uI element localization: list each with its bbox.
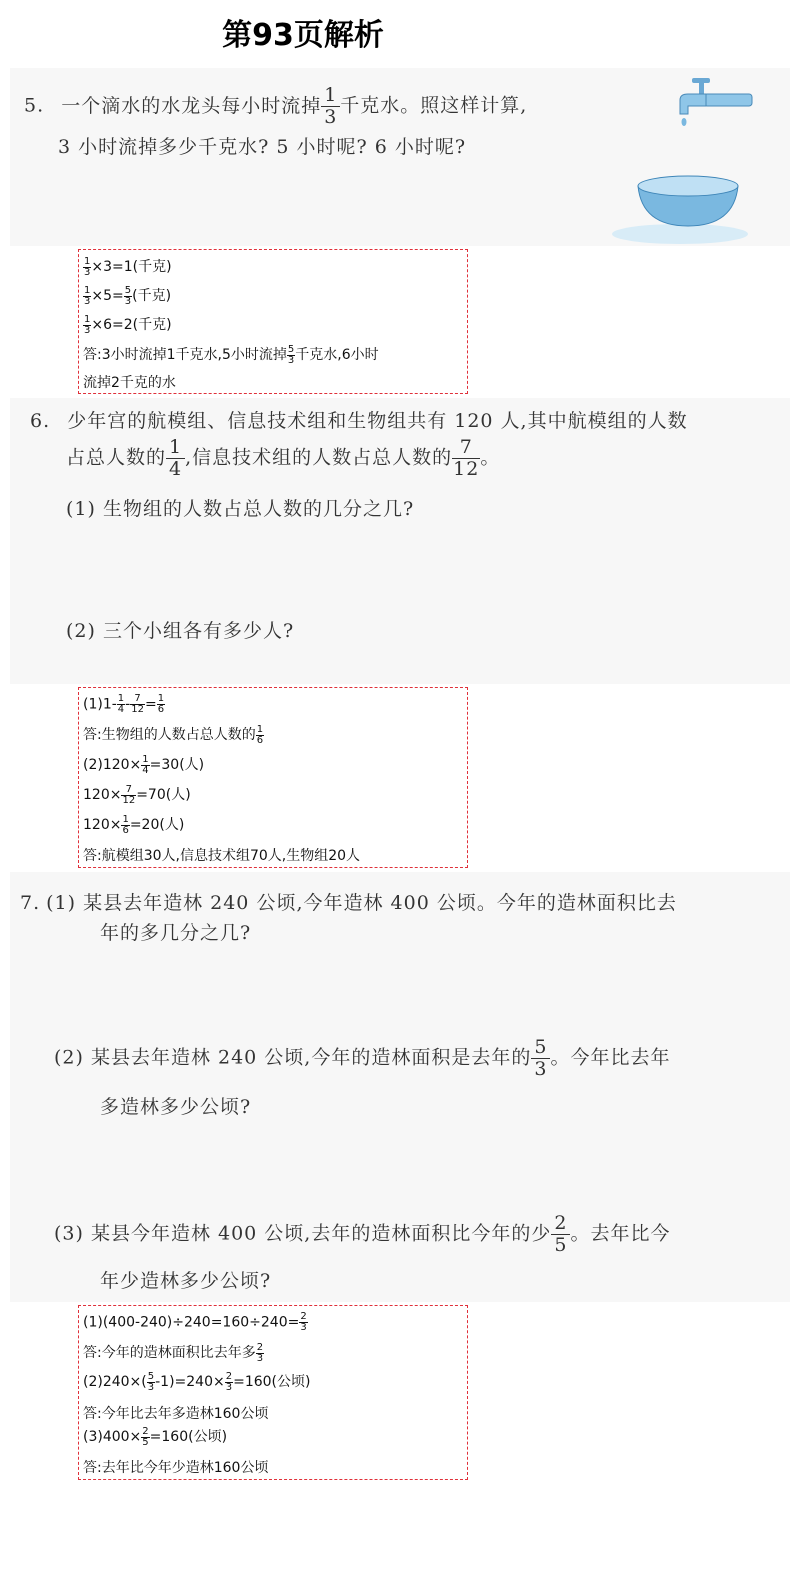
question-text: (1) 某县去年造林 240 公顷,今年造林 400 公顷。今年的造林面积比去	[46, 892, 677, 914]
question-5-line-1	[24, 86, 527, 127]
answer-line: (1)(400-240)÷240=160÷240= $\frac{2}{3}$	[83, 1311, 307, 1333]
question-text: 一个滴水的水龙头每小时流掉	[61, 94, 322, 117]
fraction: $\frac{7}{12}$	[122, 783, 136, 806]
answer-5-box	[78, 249, 468, 394]
fraction: $\frac{2}{3}$	[300, 1311, 307, 1333]
answer-line: 答:今年的造林面积比去年多 $\frac{2}{3}$	[83, 1341, 264, 1364]
question-text: (3) 某县今年造林 400 公顷,去年的造林面积比今年的少	[54, 1222, 552, 1245]
fraction: $\frac{5}{3}$	[531, 1038, 550, 1079]
question-text: 。今年比去年	[550, 1046, 671, 1069]
fraction: $\frac{1}{3}$	[84, 284, 91, 307]
answer-line: (2)240×( $\frac{5}{3}$ -1)=240× $\frac{2}{3}$ =160(公顷)	[83, 1370, 311, 1393]
question-text: 千克水。照这样计算,	[340, 94, 528, 117]
question-7-part-2	[54, 1038, 670, 1079]
fraction: $\frac{2}{3}$	[225, 1370, 233, 1393]
question-7-line-1	[20, 888, 677, 915]
question-6-scan	[10, 398, 790, 684]
answer-line: (3)400× $\frac{2}{5}$ =160(公顷)	[83, 1425, 228, 1448]
basin-icon	[610, 168, 760, 246]
fraction: $\frac{2}{5}$	[551, 1214, 570, 1255]
fraction: $\frac{2}{3}$	[256, 1341, 264, 1364]
question-5-scan	[10, 68, 790, 246]
answer-line: $\frac{1}{3}$ ×6=2(千克)	[84, 313, 172, 336]
question-number: 6.	[30, 410, 51, 432]
question-7-part-3-line-2: 年少造林多少公顷?	[100, 1270, 272, 1292]
answer-line: 120× $\frac{1}{6}$ =20(人)	[83, 813, 185, 836]
question-7-line-2: 年的多几分之几?	[100, 922, 252, 944]
question-number: 7.	[20, 892, 41, 914]
fraction: $\frac{1}{3}$	[84, 255, 91, 278]
question-text: ,信息技术组的人数占总人数的	[185, 446, 453, 469]
fraction: $\frac{1}{6}$	[157, 693, 165, 715]
fraction: $\frac{1}{4}$	[166, 438, 185, 479]
question-5-line-2	[58, 132, 466, 159]
fraction: $\frac{5}{3}$	[147, 1370, 155, 1393]
page-title: 第93页解析	[222, 18, 384, 53]
question-6-line-1	[30, 406, 688, 433]
answer-6-box	[78, 687, 468, 868]
question-text: 少年宫的航模组、信息技术组和生物组共有 120 人,其中航模组的人数	[67, 410, 688, 432]
answer-line: 答:航模组30人,信息技术组70人,生物组20人	[83, 848, 361, 864]
answer-line: 答:生物组的人数占总人数的 $\frac{1}{6}$	[83, 723, 264, 746]
question-text: 占总人数的	[66, 446, 167, 469]
answer-7-box	[78, 1305, 468, 1480]
question-6-part-2: (2) 三个小组各有多少人?	[66, 620, 295, 642]
fraction: $\frac{5}{3}$	[287, 343, 295, 366]
fraction: $\frac{2}{5}$	[142, 1425, 149, 1448]
answer-line: $\frac{1}{3}$ ×3=1(千克)	[84, 255, 172, 278]
faucet-icon	[674, 72, 754, 128]
answer-line: (2)120× $\frac{1}{4}$ =30(人)	[83, 753, 205, 776]
question-6-line-2: 占总人数的 $\frac{1}{4}$ ,信息技术组的人数占总人数的 $\frac{7}{12}$ 。	[66, 436, 501, 480]
answer-line: $\frac{1}{3}$ ×5= $\frac{5}{3}$ (千克)	[84, 284, 172, 307]
fraction: $\frac{1}{6}$	[122, 813, 129, 836]
answer-line: 答:去年比今年少造林160公顷	[83, 1460, 269, 1476]
fraction: $\frac{7}{12}$	[453, 436, 480, 480]
answer-line: 答:3小时流掉1千克水,5小时流掉 $\frac{5}{3}$ 千克水,6小时	[83, 343, 379, 366]
fraction: $\frac{1}{4}$	[117, 693, 125, 715]
question-7-part-3	[54, 1214, 670, 1255]
answer-line: (1)1- $\frac{1}{4}$ - $\frac{7}{12}$ = $\frac{1}{6}$	[83, 693, 165, 715]
question-text: (2) 某县去年造林 240 公顷,今年的造林面积是去年的	[54, 1046, 532, 1069]
fraction: $\frac{1}{6}$	[256, 723, 264, 746]
fraction: $\frac{5}{3}$	[124, 284, 132, 307]
question-text: 。去年比今	[570, 1222, 671, 1245]
question-7-scan	[10, 872, 790, 1302]
fraction: $\frac{7}{12}$	[131, 693, 144, 715]
question-6-part-1: (1) 生物组的人数占总人数的几分之几?	[66, 498, 415, 520]
question-7-part-2-line-2: 多造林多少公顷?	[100, 1096, 252, 1118]
answer-line: 120× $\frac{7}{12}$ =70(人)	[83, 783, 191, 806]
answer-line: 流掉2千克的水	[83, 375, 176, 391]
answer-line: 答:今年比去年多造林160公顷	[83, 1406, 269, 1422]
question-text: 3 小时流掉多少千克水? 5 小时呢? 6 小时呢?	[58, 136, 467, 158]
fraction: $\frac{1}{4}$	[142, 753, 149, 776]
question-number: 5.	[24, 94, 45, 117]
fraction: $\frac{1}{3}$	[321, 86, 340, 127]
fraction: $\frac{1}{3}$	[84, 313, 91, 336]
